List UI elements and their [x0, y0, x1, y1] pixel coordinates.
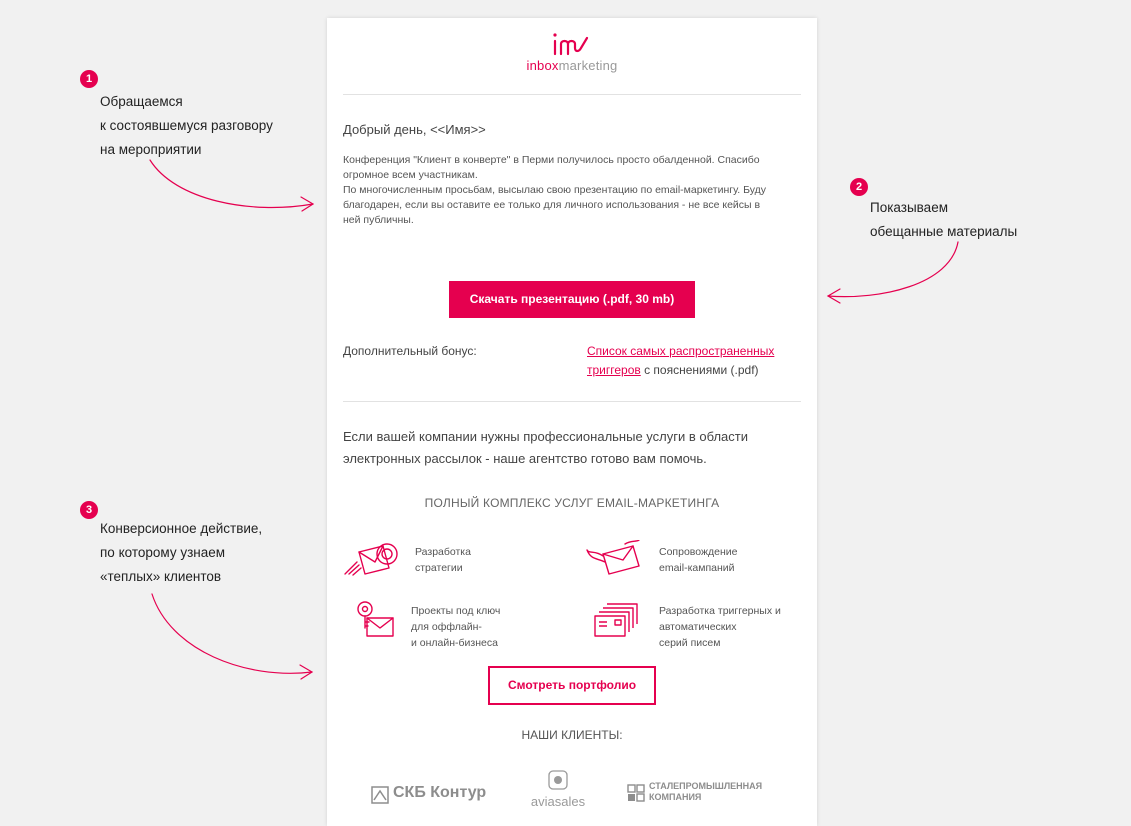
annotation-text-line: Показываем: [870, 200, 948, 215]
service-triggers: [659, 603, 781, 651]
services-title: ПОЛНЫЙ КОМПЛЕКС УСЛУГ EMAIL-МАРКЕТИНГА: [424, 496, 720, 510]
stacked-envelopes-icon: [593, 600, 643, 640]
service-line: для оффлайн-: [411, 621, 482, 633]
body-line: огромное всем участникам.: [343, 169, 478, 181]
service-line: автоматических: [659, 621, 737, 633]
offer-line: Если вашей компании нужны профессиональные услуги в области: [343, 429, 748, 444]
annotation-text-line: Конверсионное действие,: [100, 521, 263, 536]
service-line: стратегии: [415, 562, 463, 574]
service-turnkey: [411, 603, 500, 651]
logo: [327, 30, 817, 73]
greeting: Добрый день, <<Имя>>: [343, 122, 486, 137]
email-preview: inboxmarketing Добрый день, <<Имя>> Конференция "Клиент в конверте" в Перми получилось просто обалденной. Спасибо огромное всем участникам. По многочисленным просьбам, высылаю свою презентацию по email-маркетингу. Буду благодарен, если вы оставите ее только для личного использования - не все кейсы в ней публичны. Скачать презентацию (.pdf, 30 mb) Дополнительный бонус: Список самых распространенных триггеров с пояснениями (.pdf) Если вашей компании нужны профессиональные услуги в области электронных рассылок - наше агентство готово вам помочь. ПОЛНЫЙ КОМПЛЕКС УСЛУГ EMAIL-МАРКЕТИНГА Разработка стратегии Сопровождение email-кампаний Проекты под ключ для оффлайн- и онлайн-бизнеса Разработка триггерных и автоматических серий писем Смотреть портфолио НАШИ КЛИЕНТЫ: СКБ Контур aviasales СТАЛЕПРОМЫШЛЕННАЯ КОМПАНИЯ: [327, 18, 817, 826]
service-line: Разработка: [415, 546, 471, 558]
client-logo-aviasales: aviasales: [523, 770, 593, 812]
body-line: ней публичны.: [343, 214, 414, 226]
key-envelope-icon: [353, 600, 399, 640]
annotation-number-badge: 3: [80, 501, 98, 519]
download-presentation-button[interactable]: Скачать презентацию (.pdf, 30 mb): [449, 281, 695, 318]
annotation-text-line: «теплых» клиентов: [100, 569, 222, 584]
annotation-text-line: по которому узнаем: [100, 545, 226, 560]
service-line: Сопровождение: [659, 546, 738, 558]
flying-envelope-icon: [585, 540, 645, 578]
view-portfolio-button[interactable]: Смотреть портфолио: [488, 666, 656, 705]
annotation-text-line: обещанные материалы: [870, 224, 1018, 239]
arrow-1-head: [301, 197, 313, 211]
logo-mark-icon: [549, 30, 595, 58]
bonus-text: [587, 342, 774, 380]
body-line: Конференция "Клиент в конверте" в Перми получилось просто обалденной. Спасибо: [343, 154, 760, 166]
email-body: [343, 153, 803, 228]
service-campaigns: [659, 544, 737, 576]
service-line: email-кампаний: [659, 562, 735, 574]
annotation-number-badge: 2: [850, 178, 868, 196]
service-line: Разработка триггерных и: [659, 605, 781, 617]
triggers-list-link-continued[interactable]: триггеров: [587, 363, 641, 377]
clients-title: НАШИ КЛИЕНТЫ:: [521, 728, 623, 742]
divider: [343, 401, 801, 402]
body-line: благодарен, если вы оставите ее только для личного использования - не все кейсы в: [343, 199, 761, 211]
service-line: серий писем: [659, 637, 721, 649]
divider: [343, 94, 801, 95]
service-line: и онлайн-бизнеса: [411, 637, 498, 649]
arrow-3-head: [300, 665, 312, 679]
kontur-logo-icon: [371, 786, 389, 804]
annotation-text-line: на мероприятии: [100, 142, 202, 157]
service-line: Проекты под ключ: [411, 605, 501, 617]
annotation-text-line: к состоявшемуся разговору: [100, 118, 273, 133]
service-strategy: [415, 544, 471, 576]
bonus-description: с пояснениями (.pdf): [640, 363, 759, 377]
arrow-3: [152, 594, 312, 673]
bonus-label: Дополнительный бонус:: [343, 344, 477, 358]
annotation-number-badge: 1: [80, 70, 98, 88]
agency-offer: [343, 426, 803, 470]
spk-logo-icon: [627, 784, 645, 802]
triggers-list-link[interactable]: Список самых распространенных: [587, 344, 775, 358]
offer-line: электронных рассылок - наше агентство готово вам помочь.: [343, 451, 707, 466]
arrow-1: [150, 160, 313, 207]
arrow-2-head: [828, 289, 840, 303]
logo-wordmark: inboxmarketing: [526, 58, 618, 73]
aviasales-logo-icon: [548, 770, 568, 790]
arrow-2: [828, 242, 958, 297]
body-line: По многочисленным просьбам, высылаю свою презентацию по email-маркетингу. Буду: [343, 184, 767, 196]
target-envelope-icon: [343, 540, 403, 578]
annotation-text-line: Обращаемся: [100, 94, 183, 109]
